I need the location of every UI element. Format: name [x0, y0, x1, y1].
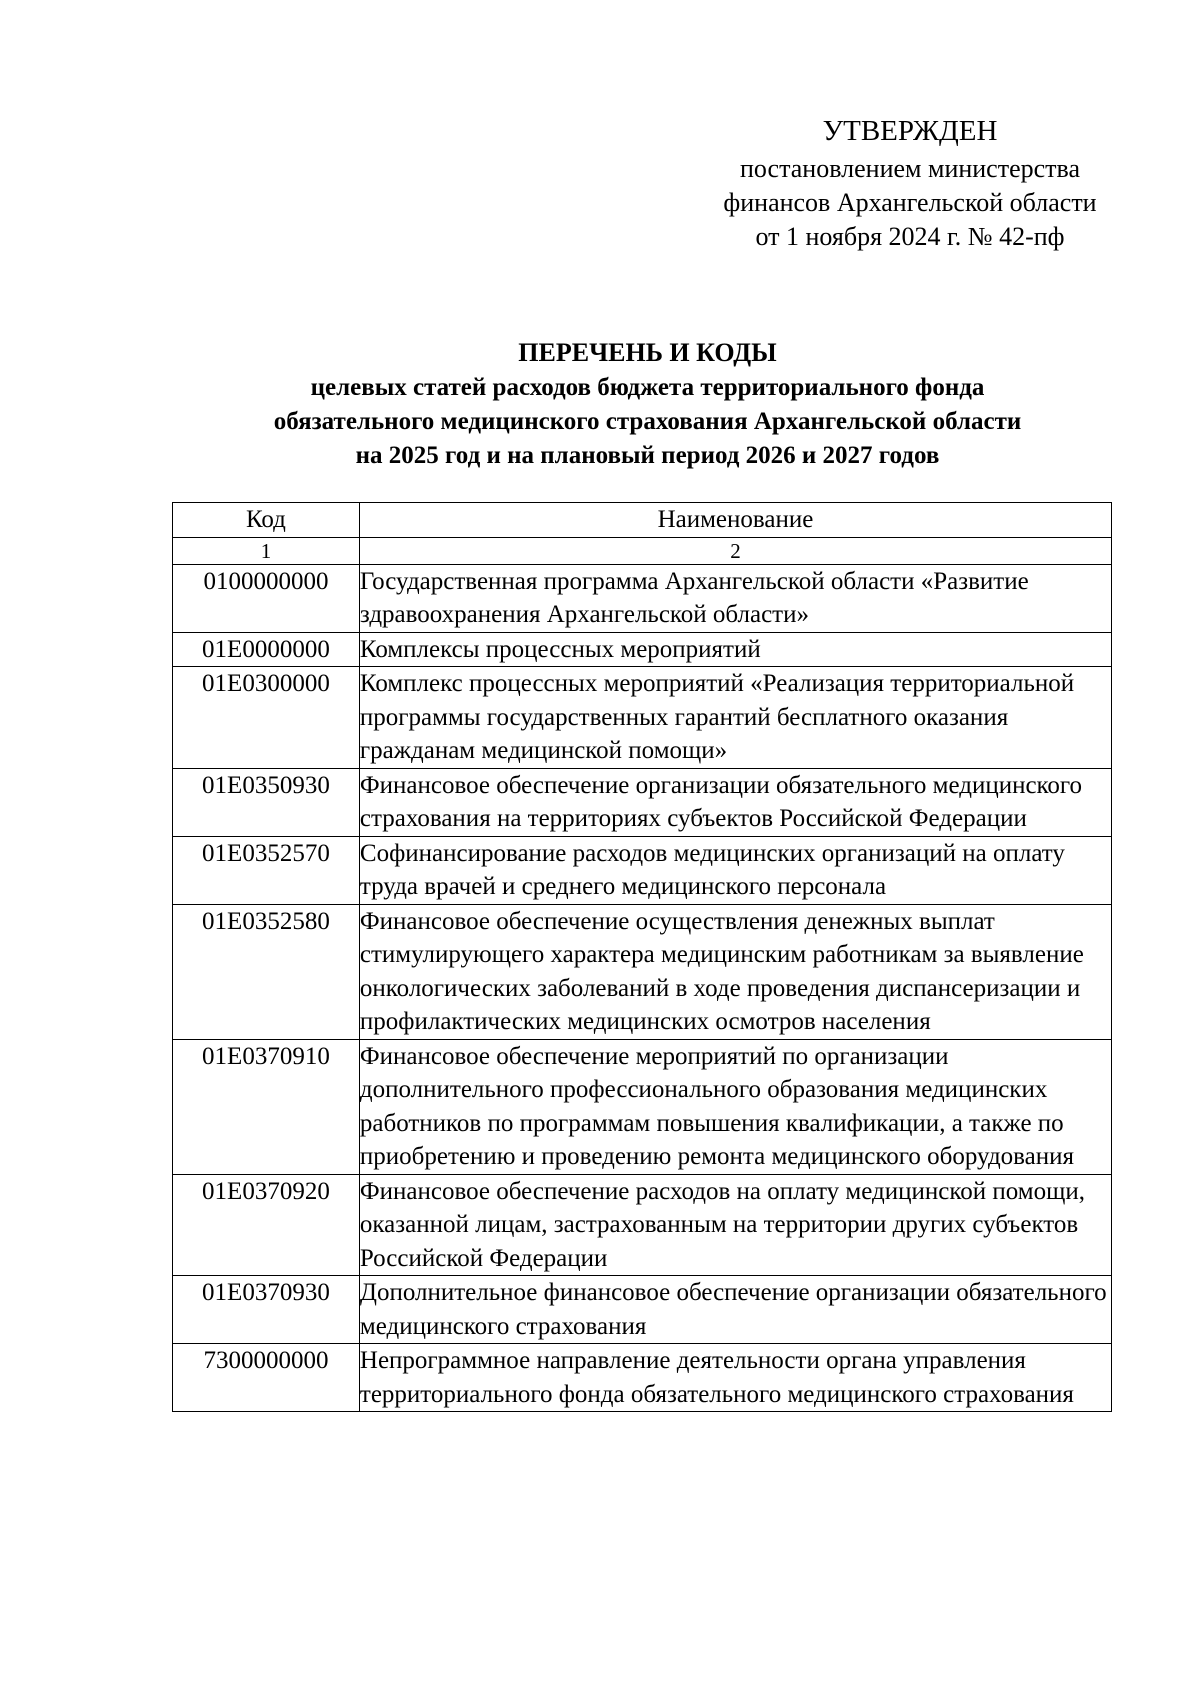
row-name: Софинансирование расходов медицинских организаций на оплату труда врачей и среднего медицинского персонала [359, 836, 1111, 904]
document-title [120, 335, 1175, 473]
table-row [173, 768, 1112, 836]
approval-line-2: финансов Архангельской области [723, 188, 1097, 217]
table-row [173, 1276, 1112, 1344]
row-code: 01Е0370930 [173, 1276, 360, 1344]
table-row [173, 1039, 1112, 1174]
title-main: ПЕРЕЧЕНЬ И КОДЫ [518, 338, 777, 367]
row-name: Финансовое обеспечение осуществления денежных выплат стимулирующего характера медицинским работникам за выявление онкологических заболеваний в ходе проведения диспансеризации и профилактических медицинских осмотров населения [359, 904, 1111, 1039]
table-row [173, 904, 1112, 1039]
table-row [173, 632, 1112, 667]
codes-table [172, 502, 1112, 1412]
table-row [173, 1174, 1112, 1276]
column-number-name: 2 [359, 537, 1111, 564]
header-code: Код [173, 503, 360, 538]
column-number-row [173, 537, 1112, 564]
row-name: Комплекс процессных мероприятий «Реализация территориальной программы государственных гарантий бесплатного оказания гражданам медицинской помощи» [359, 667, 1111, 769]
row-code: 01Е0000000 [173, 632, 360, 667]
row-code: 7300000000 [173, 1344, 360, 1412]
row-code: 01Е0370920 [173, 1174, 360, 1276]
approval-line-1: постановлением министерства [739, 154, 1081, 183]
approval-stamp [690, 112, 1130, 254]
approval-heading: УТВЕРЖДЕН [822, 115, 998, 147]
row-code: 01Е0352580 [173, 904, 360, 1039]
row-name: Дополнительное финансовое обеспечение организации обязательного медицинского страхования [359, 1276, 1111, 1344]
approval-line-3: от 1 ноября 2024 г. № 42-пф [755, 222, 1065, 251]
table-row [173, 564, 1112, 632]
title-line-1: целевых статей расходов бюджета территориального фонда [310, 374, 985, 401]
row-name: Государственная программа Архангельской области «Развитие здравоохранения Архангельской области» [359, 564, 1111, 632]
row-name: Финансовое обеспечение расходов на оплату медицинской помощи, оказанной лицам, застрахованным на территории других субъектов Российской Федерации [359, 1174, 1111, 1276]
row-name: Финансовое обеспечение организации обязательного медицинского страхования на территориях субъектов Российской Федерации [359, 768, 1111, 836]
row-code: 01Е0300000 [173, 667, 360, 769]
row-name: Комплексы процессных мероприятий [359, 632, 1111, 667]
column-number-code: 1 [173, 537, 360, 564]
header-name: Наименование [359, 503, 1111, 538]
row-code: 01Е0370910 [173, 1039, 360, 1174]
table-row [173, 836, 1112, 904]
title-line-2: обязательного медицинского страхования Архангельской области [273, 408, 1022, 435]
row-name: Непрограммное направление деятельности органа управления территориального фонда обязательного медицинского страхования [359, 1344, 1111, 1412]
table-header-row [173, 503, 1112, 538]
row-code: 01Е0350930 [173, 768, 360, 836]
row-code: 0100000000 [173, 564, 360, 632]
title-line-3: на 2025 год и на плановый период 2026 и 2027 годов [355, 442, 940, 469]
table-row [173, 667, 1112, 769]
row-code: 01Е0352570 [173, 836, 360, 904]
table-row [173, 1344, 1112, 1412]
row-name: Финансовое обеспечение мероприятий по организации дополнительного профессионального образования медицинских работников по программам повышения квалификации, а также по приобретению и проведению ремонта медицинского оборудования [359, 1039, 1111, 1174]
